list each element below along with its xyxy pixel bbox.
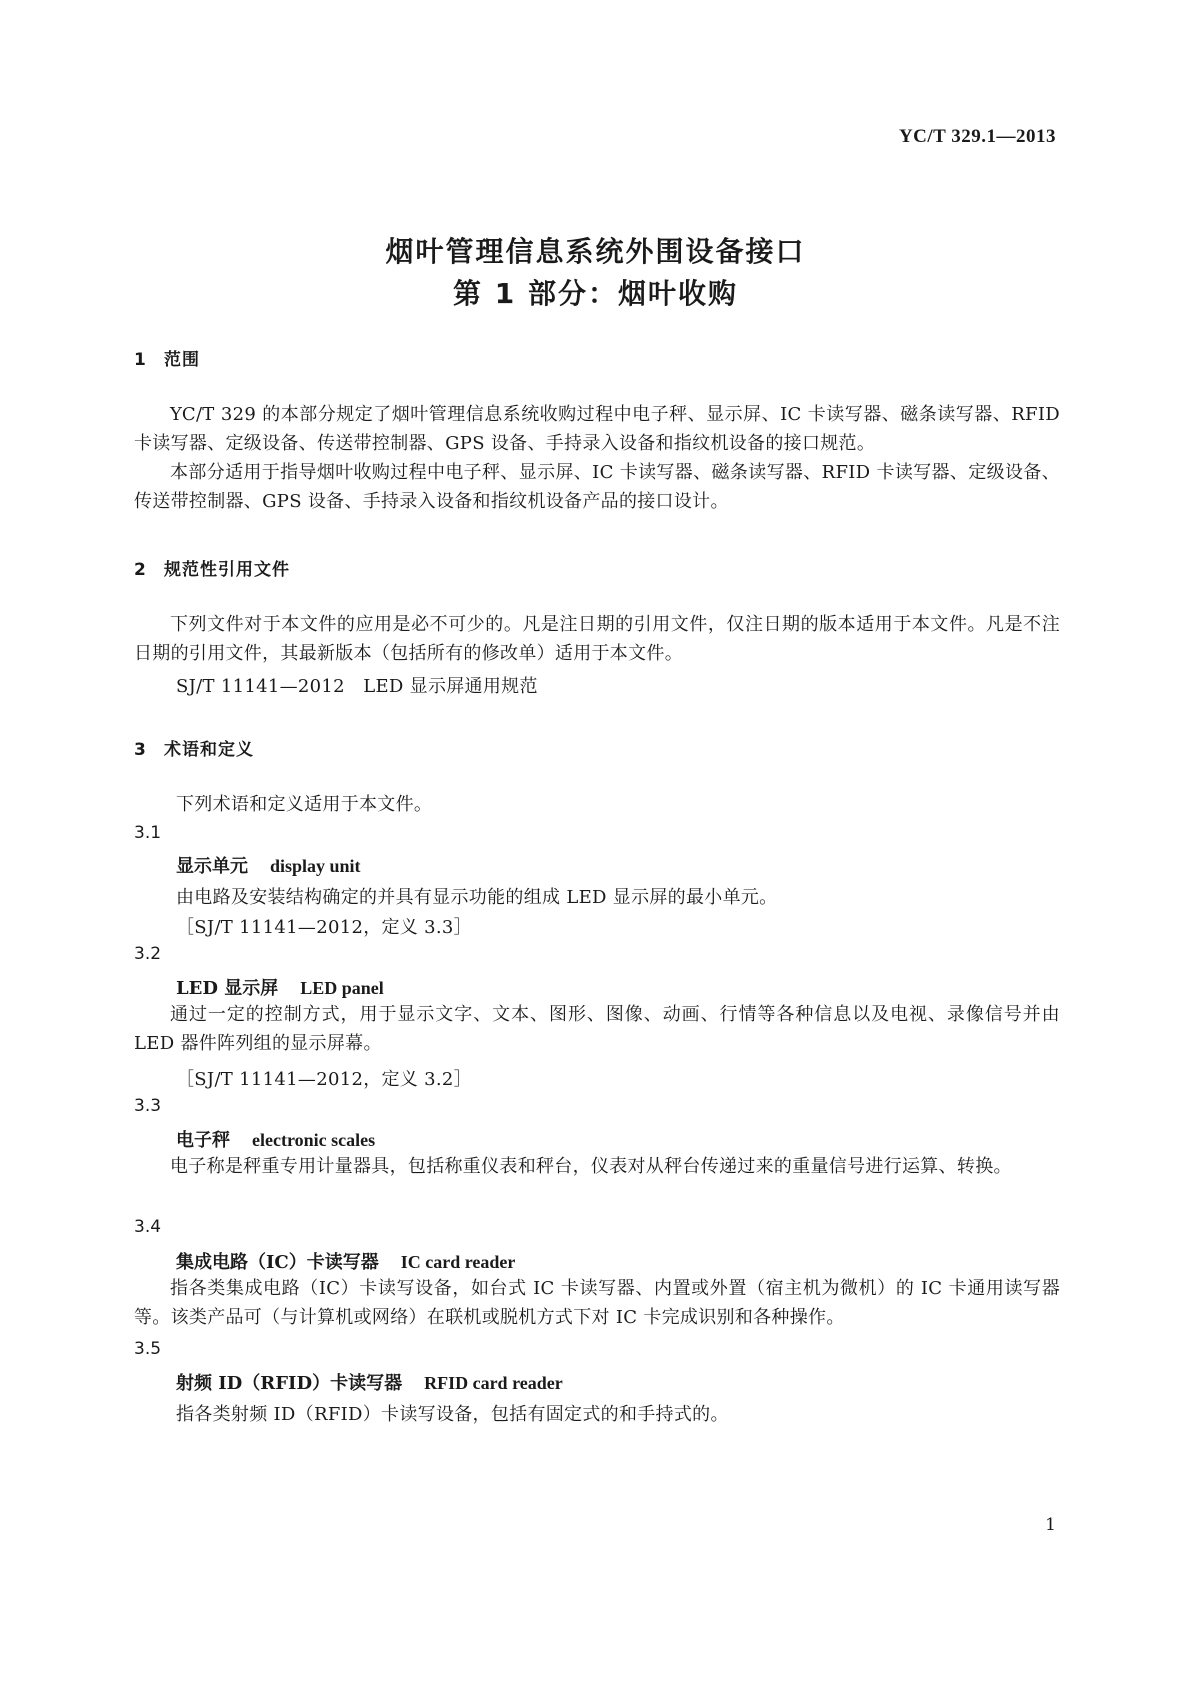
section-number: 3 <box>134 740 147 760</box>
section-2-paragraph-1: 下列文件对于本文件的应用是必不可少的。凡是注日期的引用文件，仅注日期的版本适用于本文件。凡是不注日期的引用文件，其最新版本（包括所有的修改单）适用于本文件。 <box>134 614 1060 664</box>
document-title-line1: 烟叶管理信息系统外围设备接口 <box>385 235 806 268</box>
section-1-paragraph-2: 本部分适用于指导烟叶收购过程中电子秤、显示屏、IC 卡读写器、磁条读写器、RFID 卡读写器、定级设备、传送带控制器、GPS 设备、手持录入设备和指纹机设备产品的接口设计。 <box>134 462 1060 512</box>
term-en: electronic scales <box>252 1130 376 1150</box>
document-title-line2: 第 1 部分：烟叶收购 <box>453 277 738 310</box>
term-definition: 由电路及安装结构确定的并具有显示功能的组成 LED 显示屏的最小单元。 <box>176 887 778 908</box>
document-code: YC/T 329.1—2013 <box>898 126 1056 147</box>
clause-number: 3.4 <box>134 1217 162 1237</box>
term-heading <box>176 852 361 878</box>
section-3-intro: 下列术语和定义适用于本文件。 <box>176 794 433 815</box>
term-heading <box>176 1369 563 1395</box>
section-title: 规范性引用文件 <box>164 560 290 580</box>
term-cn: 显示单元 <box>176 856 248 877</box>
section-1-heading <box>134 345 200 370</box>
normative-reference: SJ/T 11141—2012 LED 显示屏通用规范 <box>176 676 538 697</box>
term-cn: 集成电路（IC）卡读写器 <box>176 1252 379 1273</box>
term-definition: 电子称是秤重专用计量器具，包括称重仪表和秤台，仪表对从秤台传递过来的重量信号进行运算、转换。 <box>170 1156 1012 1177</box>
section-title: 术语和定义 <box>164 740 254 760</box>
term-cn: LED 显示屏 <box>176 978 279 999</box>
clause-number: 3.5 <box>134 1339 162 1359</box>
term-en: RFID card reader <box>424 1373 563 1393</box>
clause-number: 3.1 <box>134 823 162 843</box>
section-3-heading <box>134 735 254 760</box>
term-heading <box>176 1126 375 1152</box>
section-2-heading <box>134 555 290 580</box>
clause-number: 3.2 <box>134 944 162 964</box>
term-source: ［SJ/T 11141—2012，定义 3.2］ <box>176 1069 472 1090</box>
term-heading <box>176 974 384 1000</box>
term-en: display unit <box>270 856 361 876</box>
page-number: 1 <box>1045 1515 1056 1535</box>
term-definition: 通过一定的控制方式，用于显示文字、文本、图形、图像、动画、行情等各种信息以及电视、录像信号并由 LED 器件阵列组的显示屏幕。 <box>134 1004 1060 1054</box>
section-number: 2 <box>134 560 147 580</box>
section-number: 1 <box>134 350 147 370</box>
section-title: 范围 <box>164 350 200 370</box>
term-cn: 射频 ID（RFID）卡读写器 <box>176 1373 403 1394</box>
term-en: IC card reader <box>400 1252 516 1272</box>
term-heading <box>176 1248 515 1274</box>
term-en: LED panel <box>300 978 384 998</box>
term-definition: 指各类集成电路（IC）卡读写设备，如台式 IC 卡读写器、内置或外置（宿主机为微机）的 IC 卡通用读写器等。该类产品可（与计算机或网络）在联机或脱机方式下对 IC 卡完成识别和各种操作。 <box>134 1278 1060 1328</box>
term-definition: 指各类射频 ID（RFID）卡读写设备，包括有固定式的和手持式的。 <box>176 1404 729 1425</box>
clause-number: 3.3 <box>134 1096 162 1116</box>
term-cn: 电子秤 <box>176 1130 230 1151</box>
term-source: ［SJ/T 11141—2012，定义 3.3］ <box>176 917 472 938</box>
section-1-paragraph-1: YC/T 329 的本部分规定了烟叶管理信息系统收购过程中电子秤、显示屏、IC 卡读写器、磁条读写器、RFID 卡读写器、定级设备、传送带控制器、GPS 设备、手持录入设备和指纹机设备的接口规范。 <box>134 404 1060 454</box>
